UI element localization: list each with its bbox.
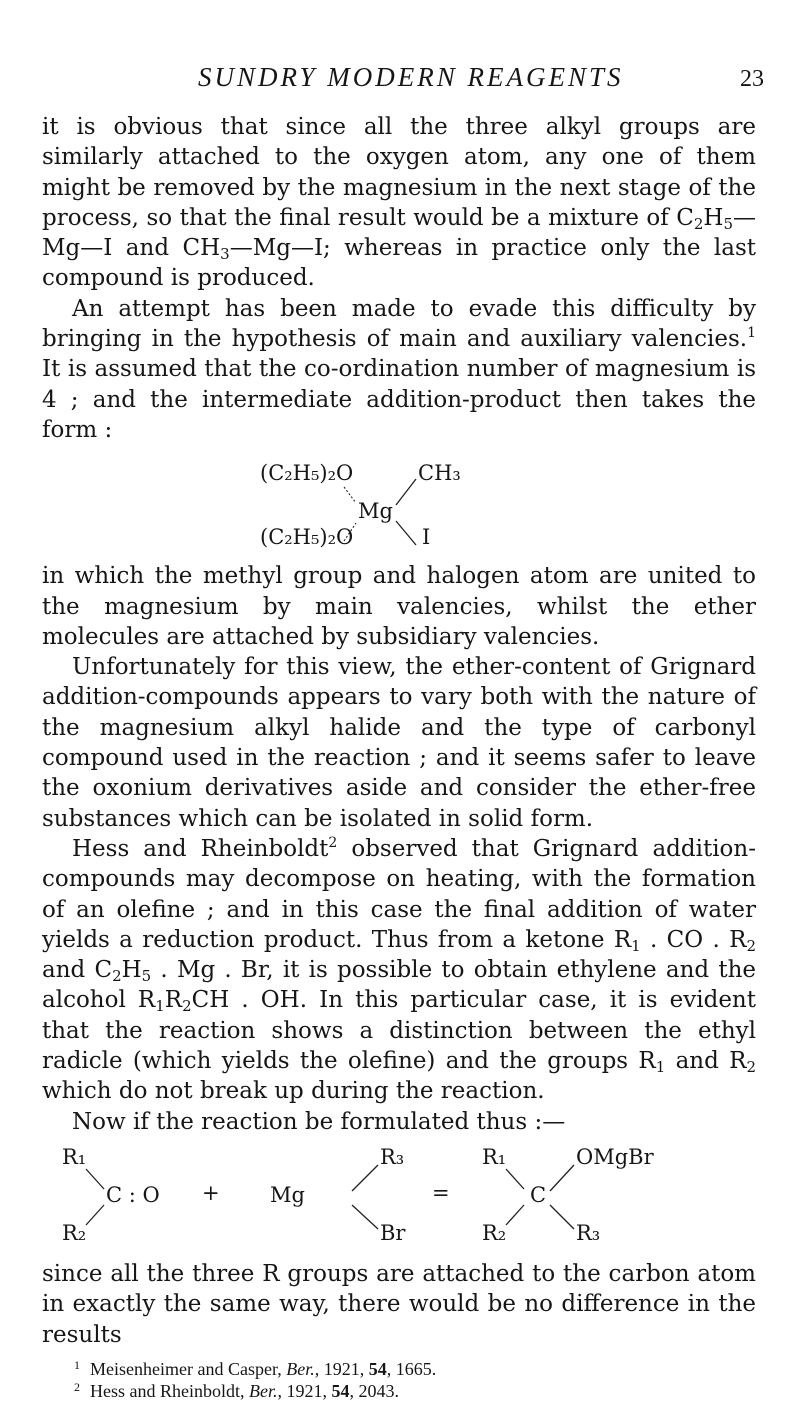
product-r3: R₃: [576, 1220, 601, 1245]
carbonyl-group: C : O: [106, 1182, 160, 1207]
product-omgbr: OMgBr: [576, 1144, 654, 1169]
ether-top: (C₂H₅)₂O: [260, 461, 354, 486]
bond-r2-c: [86, 1205, 104, 1225]
product-carbon: C: [530, 1182, 547, 1207]
reaction-equation: [42, 1145, 756, 1251]
bond-mg-halogen: [396, 521, 416, 545]
paragraph-3: in which the methyl group and halogen atom are united to the magnesium by main valencies, whilst the ether molecules are attached by subsidiary valencies.: [42, 563, 756, 650]
methyl-group: CH₃: [418, 461, 461, 486]
paragraph-1: it is obvious that since all the three alkyl groups are similarly attached to the oxygen atom, any one of them might be removed by the magnesium in the next stage of the process, so that the final result would be a mixture of $C_2H_5—Mg—I$ and $CH_3—Mg—I$; whereas in practice only the last compound is produced.: [42, 114, 756, 292]
footnote-ref-2: 2: [328, 834, 338, 851]
coordination-bond-top: [344, 487, 356, 503]
bond-c-r3: [550, 1205, 574, 1229]
bond-prod-r2-c: [506, 1205, 524, 1225]
bond-r1-c: [86, 1169, 104, 1189]
bond-mg-methyl: [396, 479, 416, 505]
paragraph-5: Hess and Rheinboldt$^2$ observed that Grignard addition-compounds may decompose on heating, with the formation of an olefine ; and in this case the final addition of water yields a reduction product. Thus from a ketone $R_1$ . CO . $R_2$ and $C_2H_5$ . Mg . Br, it is possible to obtain ethylene and the alcohol $R_1R_2CH$ . OH. In this particular case, it is evident that the reaction shows a distinction between the ethyl radicle (which yields the olefine) and the groups $R_1$ and $R_2$ which do not break up during the reaction.: [42, 834, 756, 1105]
magnesium-atom: Mg: [358, 499, 393, 524]
grignard-r3: R₃: [380, 1144, 405, 1169]
page-body: [42, 112, 756, 1402]
running-title: SUNDRY MODERN REAGENTS: [198, 62, 624, 92]
iodine-atom: I: [422, 525, 431, 550]
bond-mg-br: [352, 1205, 378, 1229]
paragraph-2: An attempt has been made to evade this difficulty by bringing in the hypothesis of main and auxiliary valencies.$^1$ It is assumed that the co-ordination number of magnesium is 4 ; and the intermediate addition-product then takes the form :: [42, 295, 756, 443]
footnote-ref-1: 1: [747, 325, 756, 342]
reactant-r2: R₂: [62, 1220, 87, 1245]
bond-c-omgbr: [550, 1165, 574, 1191]
formula-bonds: [42, 457, 756, 557]
plus-sign: +: [202, 1180, 220, 1205]
page-header: [0, 62, 800, 98]
footnote-1: $^1$ Meisenheimer and Casper, Ber., 1921, 54, 1665.: [74, 1357, 437, 1379]
paragraph-6: Now if the reaction be formulated thus :—: [72, 1108, 566, 1135]
product-r2: R₂: [482, 1220, 507, 1245]
bond-mg-r3: [352, 1165, 378, 1191]
bond-prod-r1-c: [506, 1169, 524, 1189]
paragraph-4: Unfortunately for this view, the ether-content of Grignard addition-compounds appears to vary both with the nature of the magnesium alkyl halide and the type of carbonyl compound used in the reaction ; and it seems safer to leave the oxonium derivatives aside and consider the ether-free substances which can be isolated in solid form.: [42, 654, 756, 832]
ether-bottom: (C₂H₅)₂O: [260, 525, 354, 550]
footnotes: [42, 1358, 756, 1402]
footnote-2: $^2$ Hess and Rheinboldt, Ber., 1921, 54, 2043.: [74, 1379, 399, 1401]
grignard-br: Br: [380, 1220, 406, 1245]
equals-sign: =: [432, 1180, 450, 1205]
grignard-mg: Mg: [270, 1182, 305, 1207]
product-r1: R₁: [482, 1144, 507, 1169]
paragraph-7: since all the three R groups are attached to the carbon atom in exactly the same way, there would be no difference in the results: [42, 1260, 756, 1348]
oxonium-formula: [42, 457, 756, 557]
page-number: 23: [740, 66, 764, 92]
reactant-r1: R₁: [62, 1144, 87, 1169]
